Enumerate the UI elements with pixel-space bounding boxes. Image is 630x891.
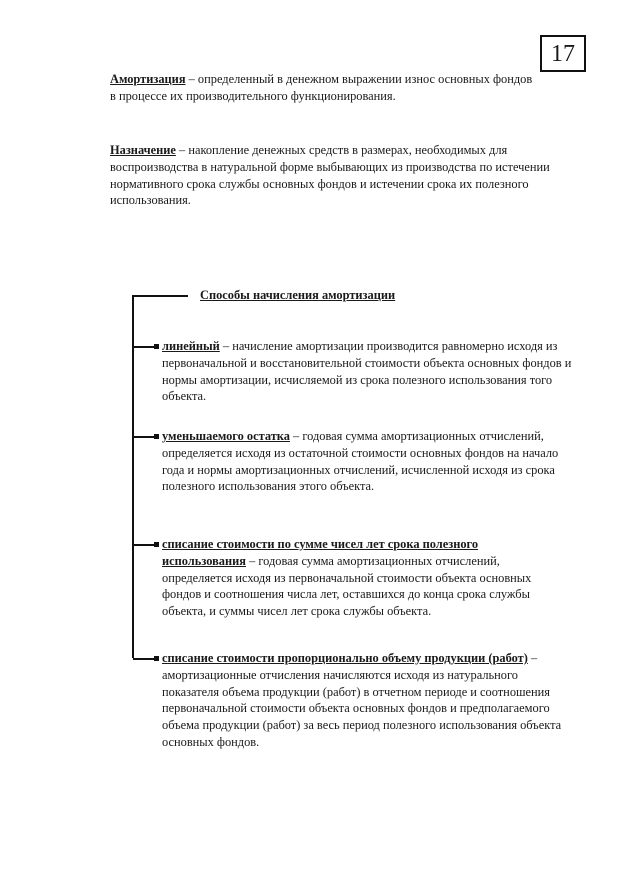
- purpose-text: – накопление денежных средств в размерах, необходимых для воспроизводства в натуральной форме выбывающих из производства по истечении нормативного срока службы основных фондов и истечении срока их полезного использования.: [110, 143, 550, 208]
- method-text: – амортизационные отчисления начисляются исходя из натурального показателя объема продукции (работ) в отчетном периоде и соотношения первоначальной стоимости объекта основных фондов и предполагаемого объема продукции (работ) за весь период полезного использования объекта основных фондов.: [162, 651, 562, 749]
- definition-paragraph: [110, 71, 540, 105]
- method-text: – годовая сумма амортизационных отчислений, определяется исходя из первоначальной стоимости объекта основных фондов и соотношения числа лет, оставшихся до конца срока службы объекта, и суммы чисел лет срока службы объекта.: [162, 553, 532, 619]
- method-term: списание стоимости пропорционально объему продукции (работ): [162, 651, 528, 665]
- purpose-paragraph: [110, 142, 555, 209]
- arrow-icon: [133, 436, 159, 438]
- definition-term: Амортизация: [110, 72, 186, 86]
- methods-heading: Способы начисления амортизации: [200, 288, 396, 302]
- arrow-icon: [133, 658, 159, 660]
- method-item-sum-of-years: [162, 536, 562, 620]
- method-term: линейный: [162, 339, 220, 353]
- tree-vertical-line: [132, 295, 134, 658]
- page-number: 17: [540, 35, 586, 72]
- method-term: списание стоимости по сумме чисел лет срока полезного использования: [162, 537, 479, 568]
- arrow-icon: [133, 346, 159, 348]
- tree-heading-connector: [132, 295, 188, 297]
- method-item-linear: [162, 338, 577, 405]
- method-text: – годовая сумма амортизационных отчислений, определяется исходя из остаточной стоимости основных фондов на начало года и нормы амортизационных отчислений, исчисленной исходя из срока полезного использования этого объекта.: [162, 429, 559, 494]
- definition-text: – определенный в денежном выражении износ основных фондов в процессе их производительного функционирования.: [110, 72, 533, 103]
- arrow-icon: [133, 544, 159, 546]
- method-item-declining-balance: [162, 428, 582, 495]
- method-term: уменьшаемого остатка: [162, 429, 290, 443]
- purpose-term: Назначение: [110, 143, 176, 157]
- method-item-production-units: [162, 650, 567, 751]
- method-text: – начисление амортизации производится равномерно исходя из первоначальной и восстановительной стоимости объекта основных фондов и нормы амортизации, исчисляемой из срока полезного использования того объекта.: [162, 339, 572, 404]
